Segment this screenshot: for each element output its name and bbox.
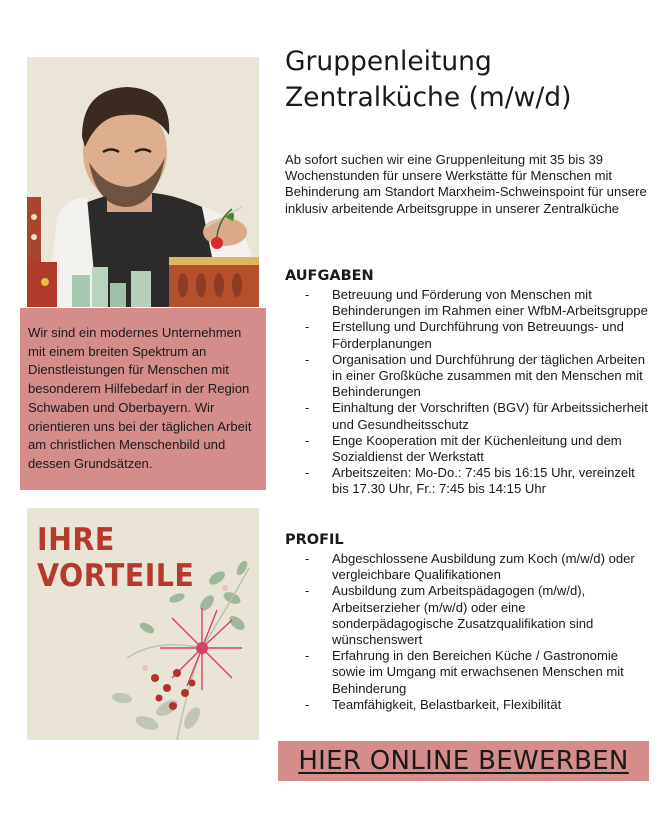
bullet-dash: - — [305, 648, 310, 664]
job-intro: Ab sofort suchen wir eine Gruppenleitung mit 35 bis 39 Wochenstunden für unsere Werkstätte für Menschen mit Behinderung am Standort Marxheim-Schweinspoint für unsere inklusiv arbeitende Arbeitsgruppe in unserer Zentralküche — [285, 152, 647, 216]
list-item-text: Enge Kooperation mit der Küchenleitung und dem Sozialdienst der Werkstatt — [332, 432, 622, 465]
list-item — [305, 287, 650, 319]
tasks-list — [305, 287, 650, 498]
list-item-text: Abgeschlossene Ausbildung zum Koch (m/w/d) oder vergleichbare Qualifikationen — [332, 551, 635, 583]
apply-online-button[interactable]: HIER ONLINE BEWERBEN — [278, 741, 649, 781]
bullet-dash: - — [305, 319, 310, 335]
job-title-line2: Zentralküche (m/w/d) — [285, 82, 572, 113]
benefits-title-line1: IHRE — [37, 522, 115, 558]
job-title — [285, 44, 571, 116]
list-item-text: Erfahrung in den Bereichen Küche / Gastronomie sowie im Umgang mit erwachsenen Menschen mit Behinderung — [332, 648, 624, 696]
company-description: Wir sind ein modernes Unternehmen mit einem breiten Spektrum an Dienstleistungen für Menschen mit besonderem Hilfebedarf in der Region Schwaben und Oberbayern. Wir orientieren uns bei der täglichen Arbeit am christlichen Menschenbild und dessen Grundsätzen. — [28, 325, 252, 471]
list-item — [305, 400, 650, 432]
company-description-box — [20, 308, 266, 490]
list-item — [305, 465, 650, 497]
list-item — [305, 583, 650, 648]
bullet-dash: - — [305, 583, 310, 599]
list-item-text: Erstellung und Durchführung von Betreuungs- und Förderplanungen — [332, 319, 624, 351]
bullet-dash: - — [305, 465, 310, 481]
benefits-title-line2: VORTEILE — [37, 558, 195, 594]
chef-illustration — [27, 57, 259, 307]
list-item — [305, 648, 650, 697]
bullet-dash: - — [305, 551, 310, 566]
list-item-text: Teamfähigkeit, Belastbarkeit, Flexibilität — [332, 696, 562, 712]
bullet-dash: - — [305, 432, 310, 448]
list-item — [305, 697, 650, 713]
bullet-dash: - — [305, 287, 310, 302]
job-title-line1: Gruppenleitung — [285, 46, 492, 77]
benefits-banner — [27, 508, 259, 740]
bullet-dash: - — [305, 696, 310, 712]
list-item-text: Betreuung und Förderung von Menschen mit Behinderungen im Rahmen einer WfbM-Arbeitsgruppe — [332, 287, 648, 319]
list-item — [305, 433, 650, 465]
list-item-text: Arbeitszeiten: Mo-Do.: 7:45 bis 16:15 Uhr, vereinzelt bis 17.30 Uhr, Fr.: 7:45 bis 14:15 Uhr — [332, 465, 635, 497]
bullet-dash: - — [305, 400, 310, 416]
bullet-dash: - — [305, 351, 310, 367]
chef-photo — [27, 57, 259, 307]
list-item-text: Organisation und Durchführung der täglichen Arbeiten in einer Großküche zusammen mit den Menschen mit Behinderungen — [332, 351, 645, 400]
list-item-text: Einhaltung der Vorschriften (BGV) für Arbeitssicherheit und Gesundheitsschutz — [332, 400, 648, 432]
profile-heading: PROFIL — [285, 532, 344, 548]
list-item — [305, 319, 650, 351]
list-item — [305, 352, 650, 401]
tasks-heading: AUFGABEN — [285, 268, 374, 284]
list-item — [305, 551, 650, 583]
list-item-text: Ausbildung zum Arbeitspädagogen (m/w/d), Arbeitserzieher (m/w/d) oder eine sonderpädagogische Zusatzqualifikation sind wünschenswert — [332, 583, 594, 648]
benefits-title — [37, 522, 194, 594]
profile-list — [305, 551, 650, 713]
